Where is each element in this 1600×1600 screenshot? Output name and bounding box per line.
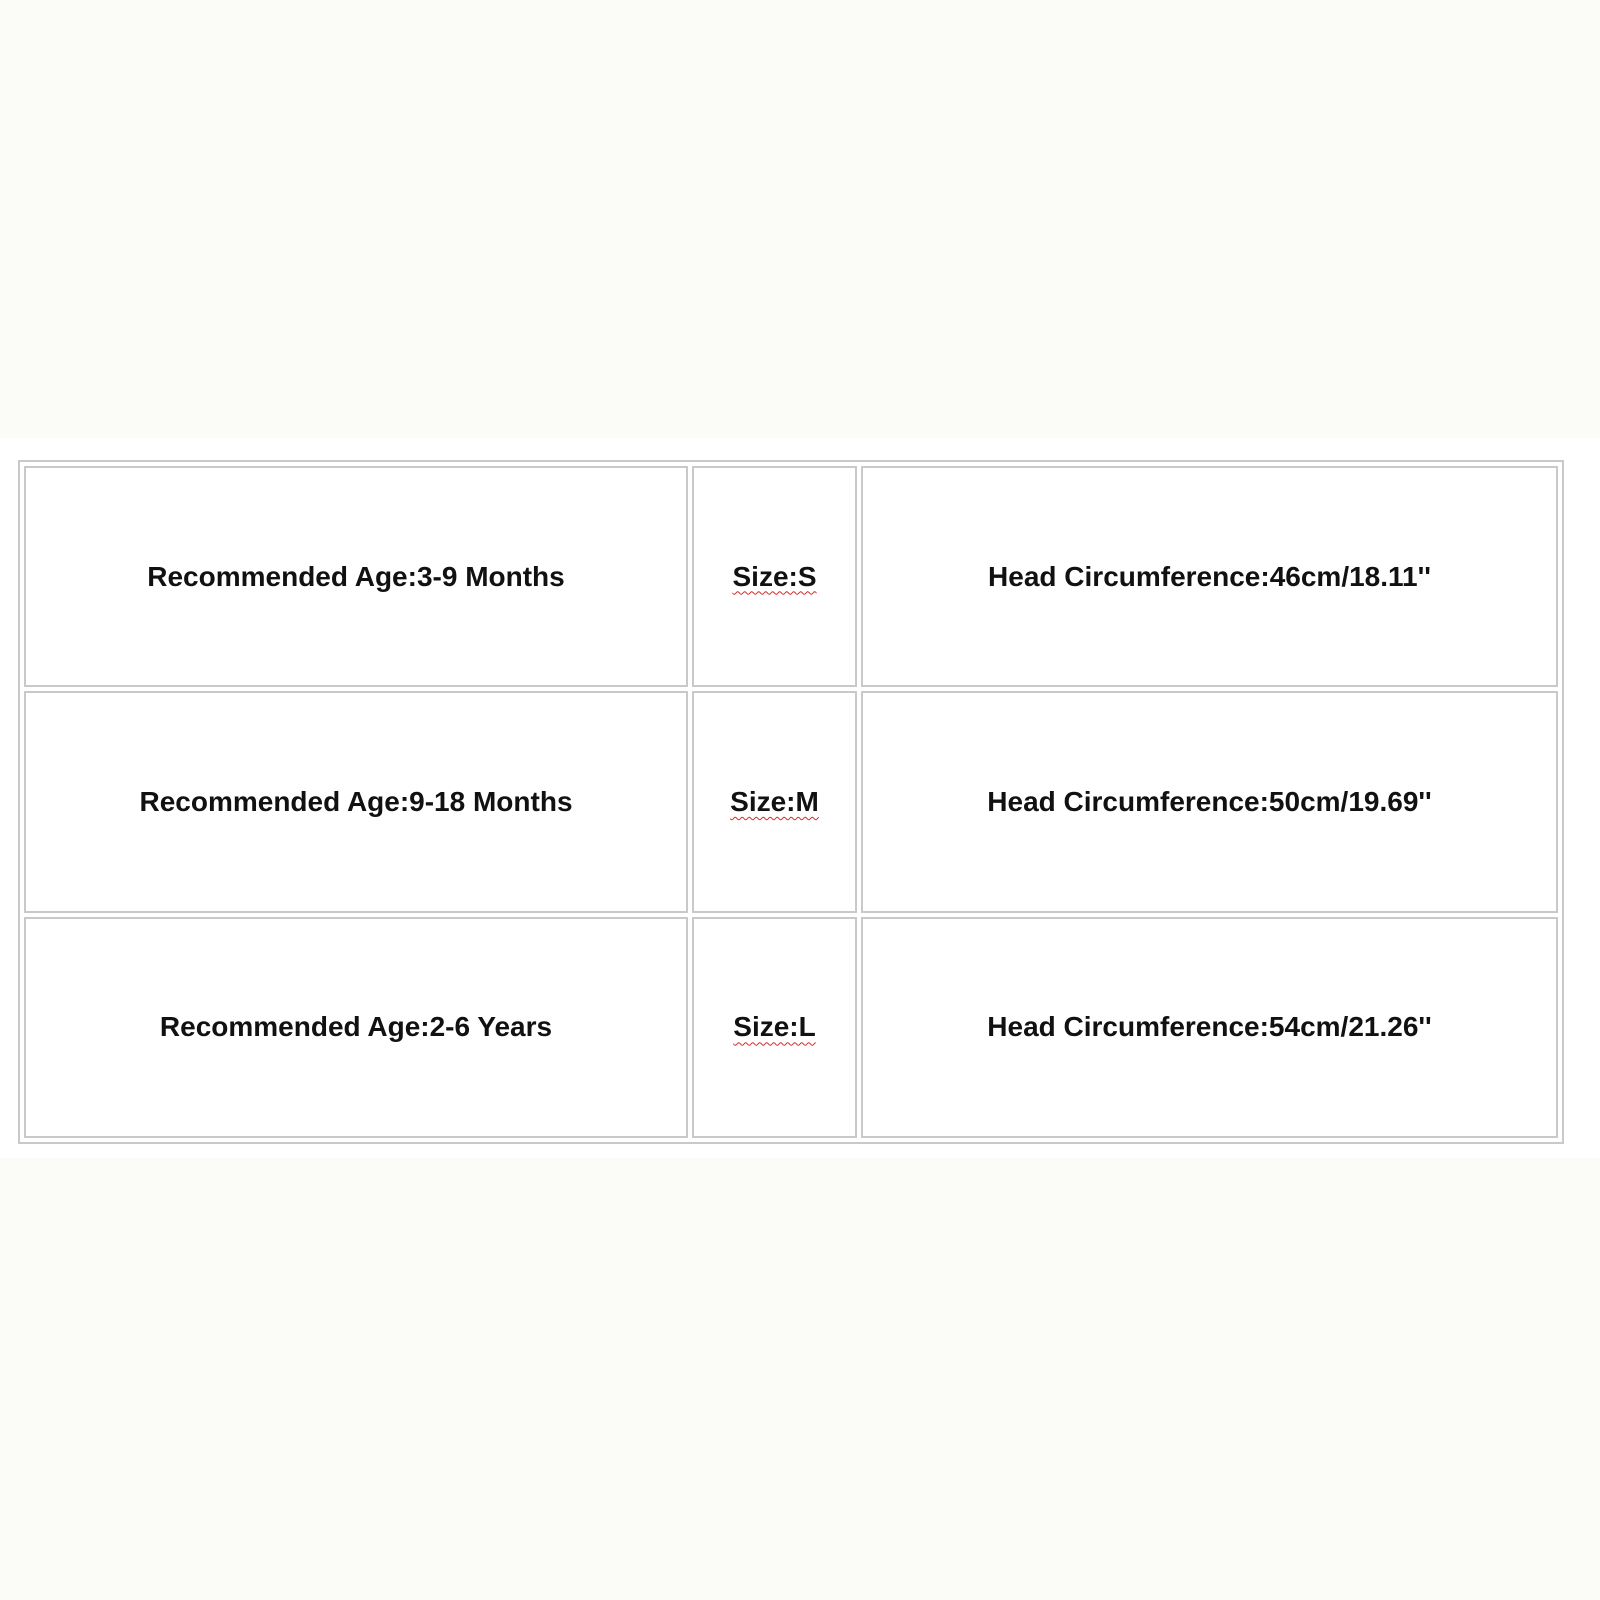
table-row	[24, 917, 1558, 1138]
size-cell	[692, 466, 857, 687]
head-circumference-cell	[861, 917, 1558, 1138]
head-circumference-text: Head Circumference:50cm/19.69''	[987, 785, 1432, 817]
size-text: Size:L	[733, 1011, 816, 1043]
size-text: Size:S	[732, 560, 817, 592]
head-circumference-text: Head Circumference:54cm/21.26''	[987, 1011, 1432, 1043]
size-chart-table	[18, 460, 1564, 1144]
head-circumference-cell	[861, 466, 1558, 687]
size-cell	[692, 691, 857, 912]
head-circumference-cell	[861, 691, 1558, 912]
recommended-age-text: Recommended Age:3-9 Months	[147, 560, 565, 592]
recommended-age-text: Recommended Age:2-6 Years	[159, 1011, 553, 1043]
head-circumference-text: Head Circumference:46cm/18.11''	[988, 560, 1431, 592]
size-text: Size:M	[730, 785, 819, 817]
recommended-age-cell	[24, 917, 688, 1138]
recommended-age-cell	[24, 466, 688, 687]
recommended-age-cell	[24, 691, 688, 912]
table-row	[24, 691, 1558, 912]
table-row	[24, 466, 1558, 687]
size-cell	[692, 917, 857, 1138]
recommended-age-text: Recommended Age:9-18 Months	[139, 785, 573, 817]
